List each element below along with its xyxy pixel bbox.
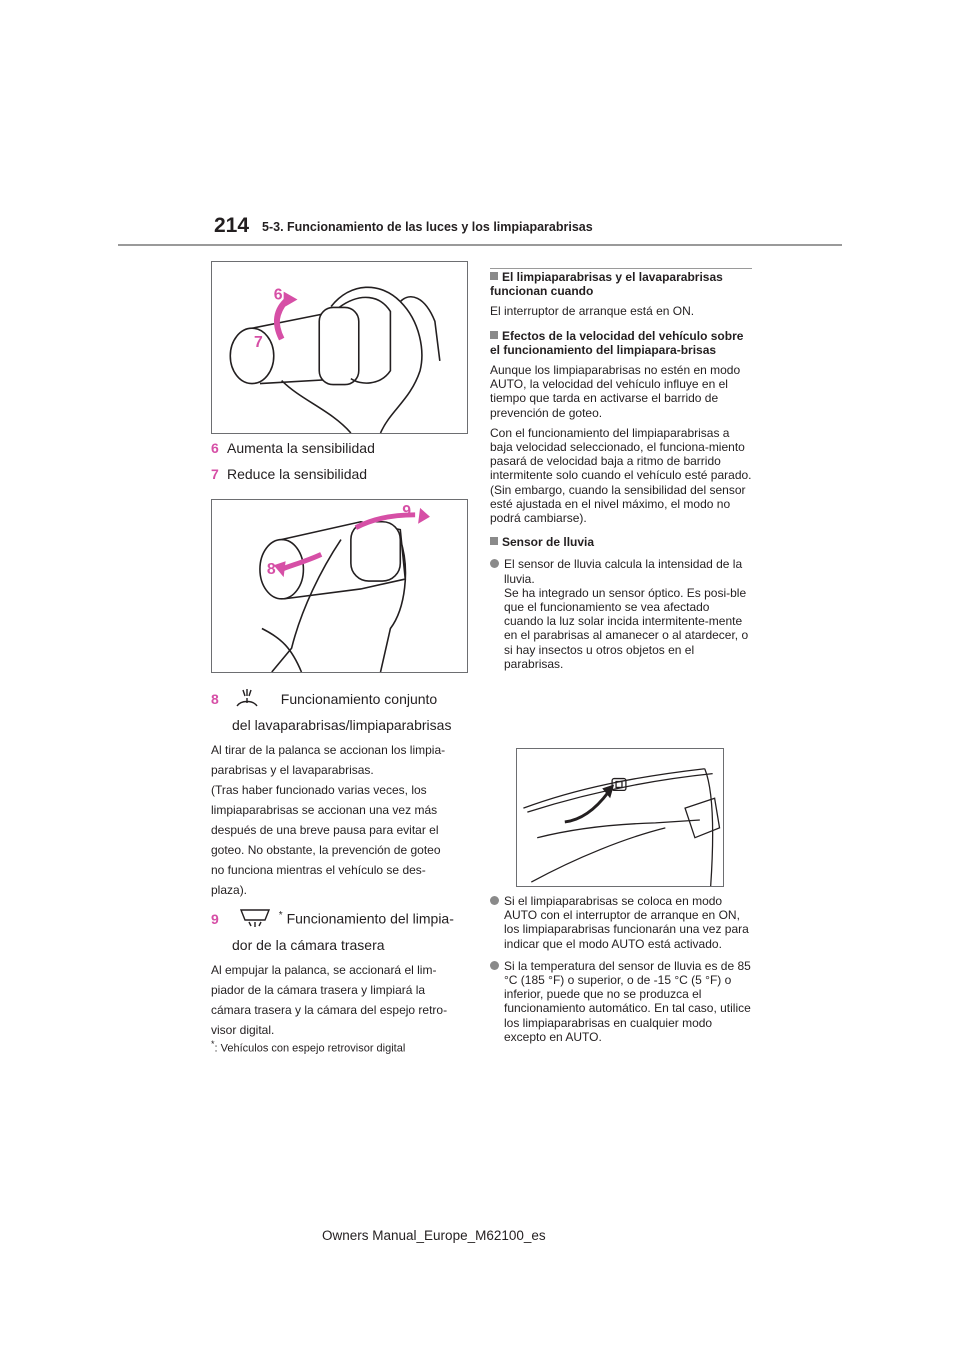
rain-sensor-bullet-1 [490,557,752,671]
windshield-rain-sensor-illustration [517,749,723,886]
item-8-title [211,688,481,709]
right-column-lower [490,894,752,1044]
wiper-lever-hand-illustration [212,262,467,433]
item-9-body-line: Al empujar la palanca, se accionará el lim- [211,963,437,977]
wiper-lever-pull-illustration [212,500,467,672]
text-speed-para-1: Aunque los limpiaparabrisas no estén en modo AUTO, la velocidad del vehículo influye en el tiempo que tarda en activarse el barrido de prevención de goteo. [490,363,741,420]
item-6-text: Aumenta la sensibilidad [227,440,375,456]
figure-lever-pull-push [211,499,468,673]
item-7-number: 7 [211,466,219,482]
figure-sensitivity-adjust [211,261,468,434]
item-8-body-line: no funciona mientras el vehículo se des- [211,863,426,877]
item-8-body-line: limpiaparabrisas se accionan una vez más [211,803,438,817]
item-9-number: 9 [211,910,219,927]
item-6 [211,438,375,458]
item-9-title-line2: dor de la cámara trasera [232,937,385,953]
fig1-label-6: 6 [273,286,283,304]
text-speed-para-3: (Sin embargo, cuando la sensibilidad del sensor esté ajustada en el nivel máximo, el modo no podrá cambiarse). [490,482,746,526]
item-9-title-line1: Funcionamiento del limpia- [286,910,454,927]
item-9-body [211,960,481,1040]
fig2-label-8: 8 [266,561,276,579]
footnote [211,1039,405,1055]
figure-rain-sensor-location [516,748,724,887]
item-8-number: 8 [211,691,219,707]
square-bullet-icon [490,537,498,545]
rain-sensor-bullet-3 [490,959,752,1044]
page-number: 214 [214,214,250,237]
round-bullet-icon [490,961,499,970]
item-8-title-line2: del lavaparabrisas/limpiaparabrisas [232,717,452,733]
item-8-body-line: (Tras haber funcionado varias veces, los [211,783,427,797]
item-9-body-line: visor digital. [211,1023,275,1037]
item-7 [211,464,367,484]
section-title: 5-3. Funcionamiento de las luces y los limpiaparabrisas [262,220,593,234]
header-rule [118,244,842,246]
square-bullet-icon [490,272,498,280]
rear-camera-washer-icon [239,908,271,928]
footnote-mark: * [211,1039,215,1049]
footnote-text: : Vehículos con espejo retrovisor digital [214,1042,406,1055]
rain-sensor-bullet-1b: Se ha integrado un sensor óptico. Es posi-ble que el funcionamiento se vea afectado cuando la luz solar incida intermitente-mente en el parabrisas al amanecer o al atardecer, o si hay insectos u otros objetos en el parabrisas. [504,585,749,671]
item-8-title-line1: Funcionamiento conjunto [280,691,438,707]
item-9-body-line: piador de la cámara trasera y limpiará la [211,983,426,997]
right-column-rule [490,268,752,269]
fig1-label-7: 7 [254,334,263,352]
item-8-body-line: después de una breve pausa para evitar el [211,823,439,837]
item-6-number: 6 [211,440,219,456]
text-speed-para-2: Con el funcionamiento del limpiaparabrisas a baja velocidad seleccionado, el funciona-miento pasará de velocidad baja a ritmo de barrido intermitente solo cuando el vehículo esté parado. [490,425,752,483]
item-8-body-line: goteo. No obstante, la prevención de goteo [211,843,441,857]
rain-sensor-bullet-1a: El sensor de lluvia calcula la intensidad de la lluvia. [504,557,743,586]
item-8-body [211,740,481,900]
heading-vehicle-speed-effects: Efectos de la velocidad del vehículo sobre el funcionamiento del limpiapara-brisas [490,328,744,357]
square-bullet-icon [490,331,498,339]
text-ignition-on: El interruptor de arranque está en ON. [490,304,695,319]
fig2-label-9: 9 [402,502,412,520]
rain-sensor-bullet-3-text: Si la temperatura del sensor de lluvia es de 85 °C (185 °F) o superior, o de -15 °C (5 °F) o inferior, puede que no se produzca el funcionamiento automático. En tal caso, utilice los limpiaparabrisas en cualquier modo excepto en AUTO. [504,958,751,1044]
round-bullet-icon [490,896,499,905]
heading-wiper-operates-when: El limpiaparabrisas y el lavaparabrisas funcionan cuando [490,270,723,299]
rain-sensor-bullet-2-text: Si el limpiaparabrisas se coloca en modo AUTO con el interruptor de arranque en ON, los limpiaparabrisas funcionarán una vez para indicar que el modo AUTO está activado. [504,894,749,951]
item-8-body-line: plaza). [211,883,248,897]
footer-text: Owners Manual_Europe_M62100_es [322,1228,546,1243]
rain-sensor-bullet-2 [490,894,752,951]
item-9-title [211,906,481,929]
item-9-body-line: cámara trasera y la cámara del espejo retro- [211,1003,448,1017]
right-column [490,270,752,671]
washer-spray-icon [235,688,259,708]
item-7-text: Reduce la sensibilidad [227,466,368,482]
round-bullet-icon [490,559,499,568]
item-8-body-line: parabrisas y el lavaparabrisas. [211,763,374,777]
item-8-body-line: Al tirar de la palanca se accionan los limpia- [211,743,446,757]
item-9-asterisk: * [278,910,283,921]
heading-rain-sensor: Sensor de lluvia [490,535,752,549]
